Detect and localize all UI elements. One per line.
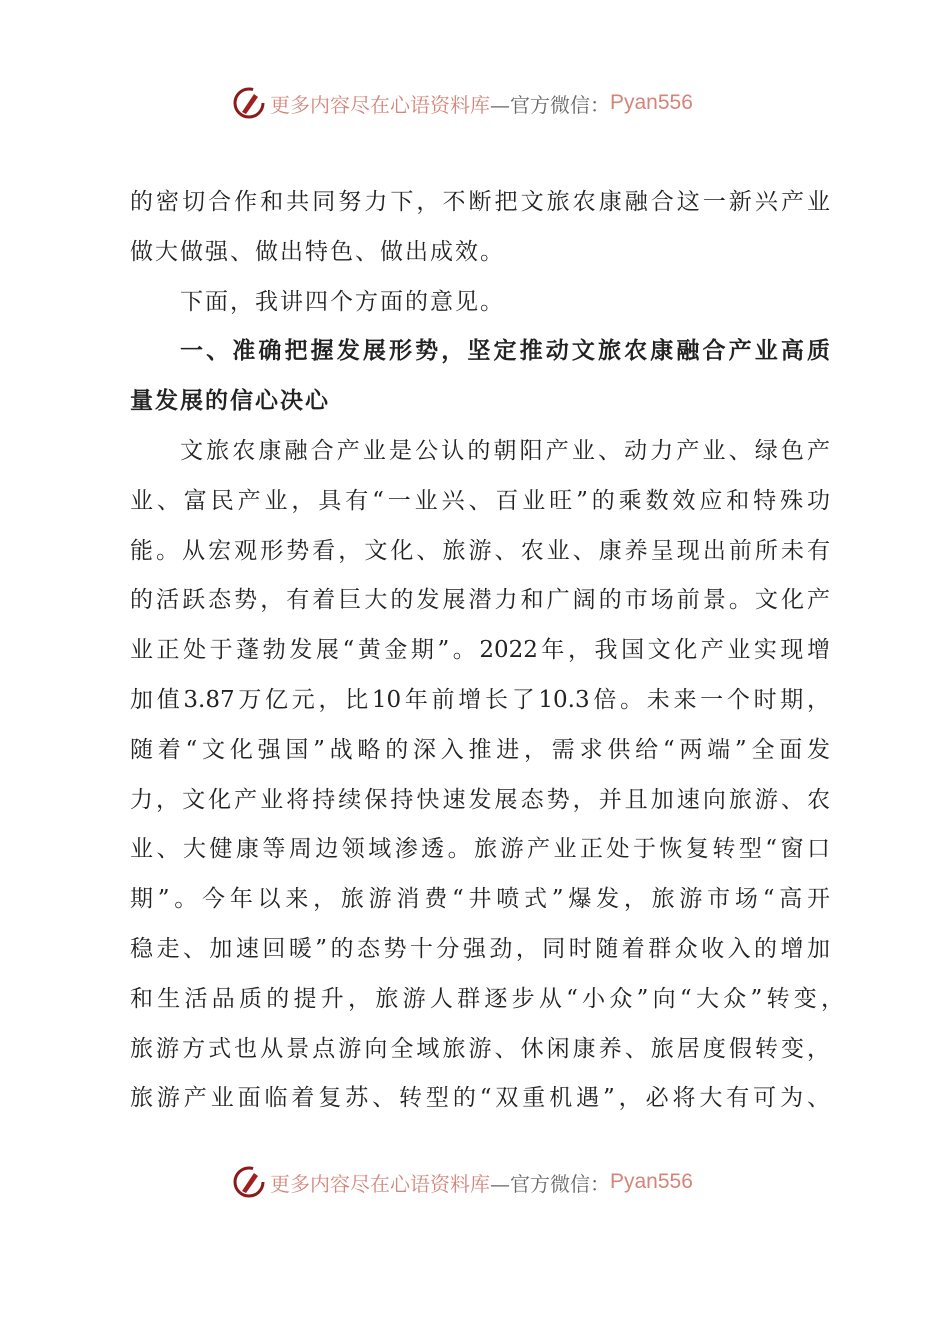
text-line: 的密切合作和共同努力下，不断把文旅农康融合这一新兴产业 (130, 189, 830, 215)
banner-text: 更多内容尽在心语资料库 (270, 92, 490, 117)
text-line: 旅游方式也从景点游向全域旅游、休闲康养、旅居度假转变， (130, 1035, 830, 1062)
text-line: 力，文化产业将持续保持快速发展态势，并且加速向旅游、农 (130, 786, 830, 813)
text-line: 和生活品质的提升，旅游人群逐步从“小众”向“大众”转变， (130, 985, 844, 1012)
text-line: 业、大健康等周边领域渗透。旅游产业正处于恢复转型“窗口 (130, 836, 830, 863)
pen-logo-icon (232, 86, 266, 120)
pen-logo-icon (232, 1165, 266, 1199)
text-line: 稳走、加速回暖”的态势十分强劲，同时随着群众收入的增加 (130, 935, 830, 962)
text-line: 随着“文化强国”战略的深入推进，需求供给“两端”全面发 (130, 736, 830, 763)
text-line: 能。从宏观形势看，文化、旅游、农业、康养呈现出前所未有 (130, 537, 830, 564)
text-line: 旅游产业面临着复苏、转型的“双重机遇”，必将大有可为、 (130, 1085, 830, 1112)
document-body (130, 178, 844, 1124)
section-heading-line: 一、准确把握发展形势，坚定推动文旅农康融合产业高质 (180, 338, 830, 365)
text-line: 的活跃态势，有着巨大的发展潜力和广阔的市场前景。文化产 (130, 587, 830, 614)
banner-text: 更多内容尽在心语资料库 (270, 1171, 490, 1196)
banner-wechat-id: Pyan556 (610, 1170, 693, 1193)
header-watermark-banner (232, 83, 693, 123)
section-heading-line: 量发展的信心决心 (130, 388, 330, 415)
text-line: 做大做强、做出特色、做出成效。 (130, 238, 505, 265)
text-line: 加值3.87万亿元，比10年前增长了10.3倍。未来一个时期， (130, 686, 830, 713)
text-line: 文旅农康融合产业是公认的朝阳产业、动力产业、绿色产 (180, 437, 830, 464)
text-line: 业、富民产业，具有“一业兴、百业旺”的乘数效应和特殊功 (130, 487, 830, 514)
text-line: 期”。今年以来，旅游消费“井喷式”爆发，旅游市场“高开 (130, 886, 830, 913)
banner-separator: —官方微信： (490, 92, 610, 117)
footer-watermark-banner (232, 1162, 693, 1202)
text-line: 下面，我讲四个方面的意见。 (180, 288, 505, 315)
banner-wechat-id: Pyan556 (610, 91, 693, 114)
banner-separator: —官方微信： (490, 1171, 610, 1196)
text-line: 业正处于蓬勃发展“黄金期”。2022年，我国文化产业实现增 (130, 637, 830, 664)
